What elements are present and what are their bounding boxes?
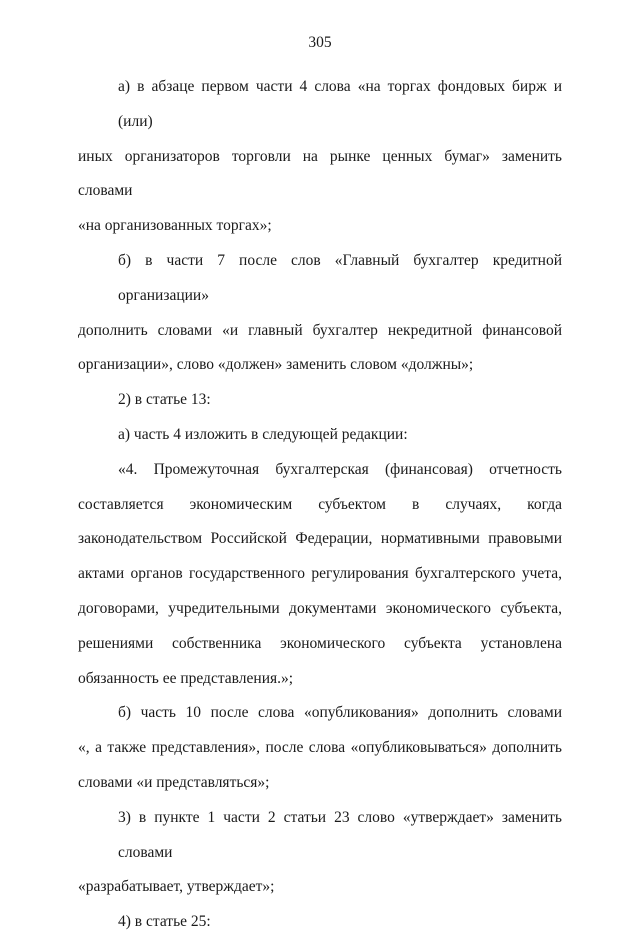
text-line: а) в абзаце первом части 4 слова «на торгах фондовых бирж и (или) bbox=[118, 78, 562, 130]
text-line: 3) в пункте 1 части 2 статьи 23 слово «утверждает» заменить словами bbox=[118, 808, 562, 861]
text-line: решениями собственника экономического субъекта установлена bbox=[78, 634, 562, 652]
text-line: б) в части 7 после слов «Главный бухгалтер кредитной организации» bbox=[118, 251, 562, 304]
text-line: 2) в статье 13: bbox=[118, 391, 211, 409]
text-line: законодательством Российской Федерации, нормативными правовыми bbox=[78, 530, 562, 548]
text-line: организации», слово «должен» заменить словом «должны»; bbox=[78, 356, 474, 374]
text-line: актами органов государственного регулирования бухгалтерского учета, bbox=[78, 565, 562, 583]
text-line: дополнить словами «и главный бухгалтер некредитной финансовой bbox=[78, 321, 562, 339]
text-line: «на организованных торгах»; bbox=[78, 217, 272, 235]
text-line: а) часть 4 изложить в следующей редакции: bbox=[118, 425, 408, 443]
document-body bbox=[78, 70, 562, 940]
page-number: 305 bbox=[308, 34, 332, 51]
text-line: обязанность ее представления.»; bbox=[78, 669, 294, 687]
text-line: б) часть 10 после слова «опубликования» дополнить словами bbox=[118, 704, 562, 722]
text-line: словами «и представляться»; bbox=[78, 773, 270, 791]
text-line: составляется экономическим субъектом в случаях, когда bbox=[78, 495, 562, 513]
text-line: «разрабатывает, утверждает»; bbox=[78, 878, 275, 896]
text-line: договорами, учредительными документами экономического субъекта, bbox=[78, 599, 562, 617]
text-line: «, а также представления», после слова «опубликовываться» дополнить bbox=[78, 739, 562, 757]
text-line: «4. Промежуточная бухгалтерская (финансовая) отчетность bbox=[118, 460, 562, 478]
text-line: иных организаторов торговли на рынке ценных бумаг» заменить словами bbox=[78, 147, 562, 200]
text-line: 4) в статье 25: bbox=[118, 913, 211, 931]
